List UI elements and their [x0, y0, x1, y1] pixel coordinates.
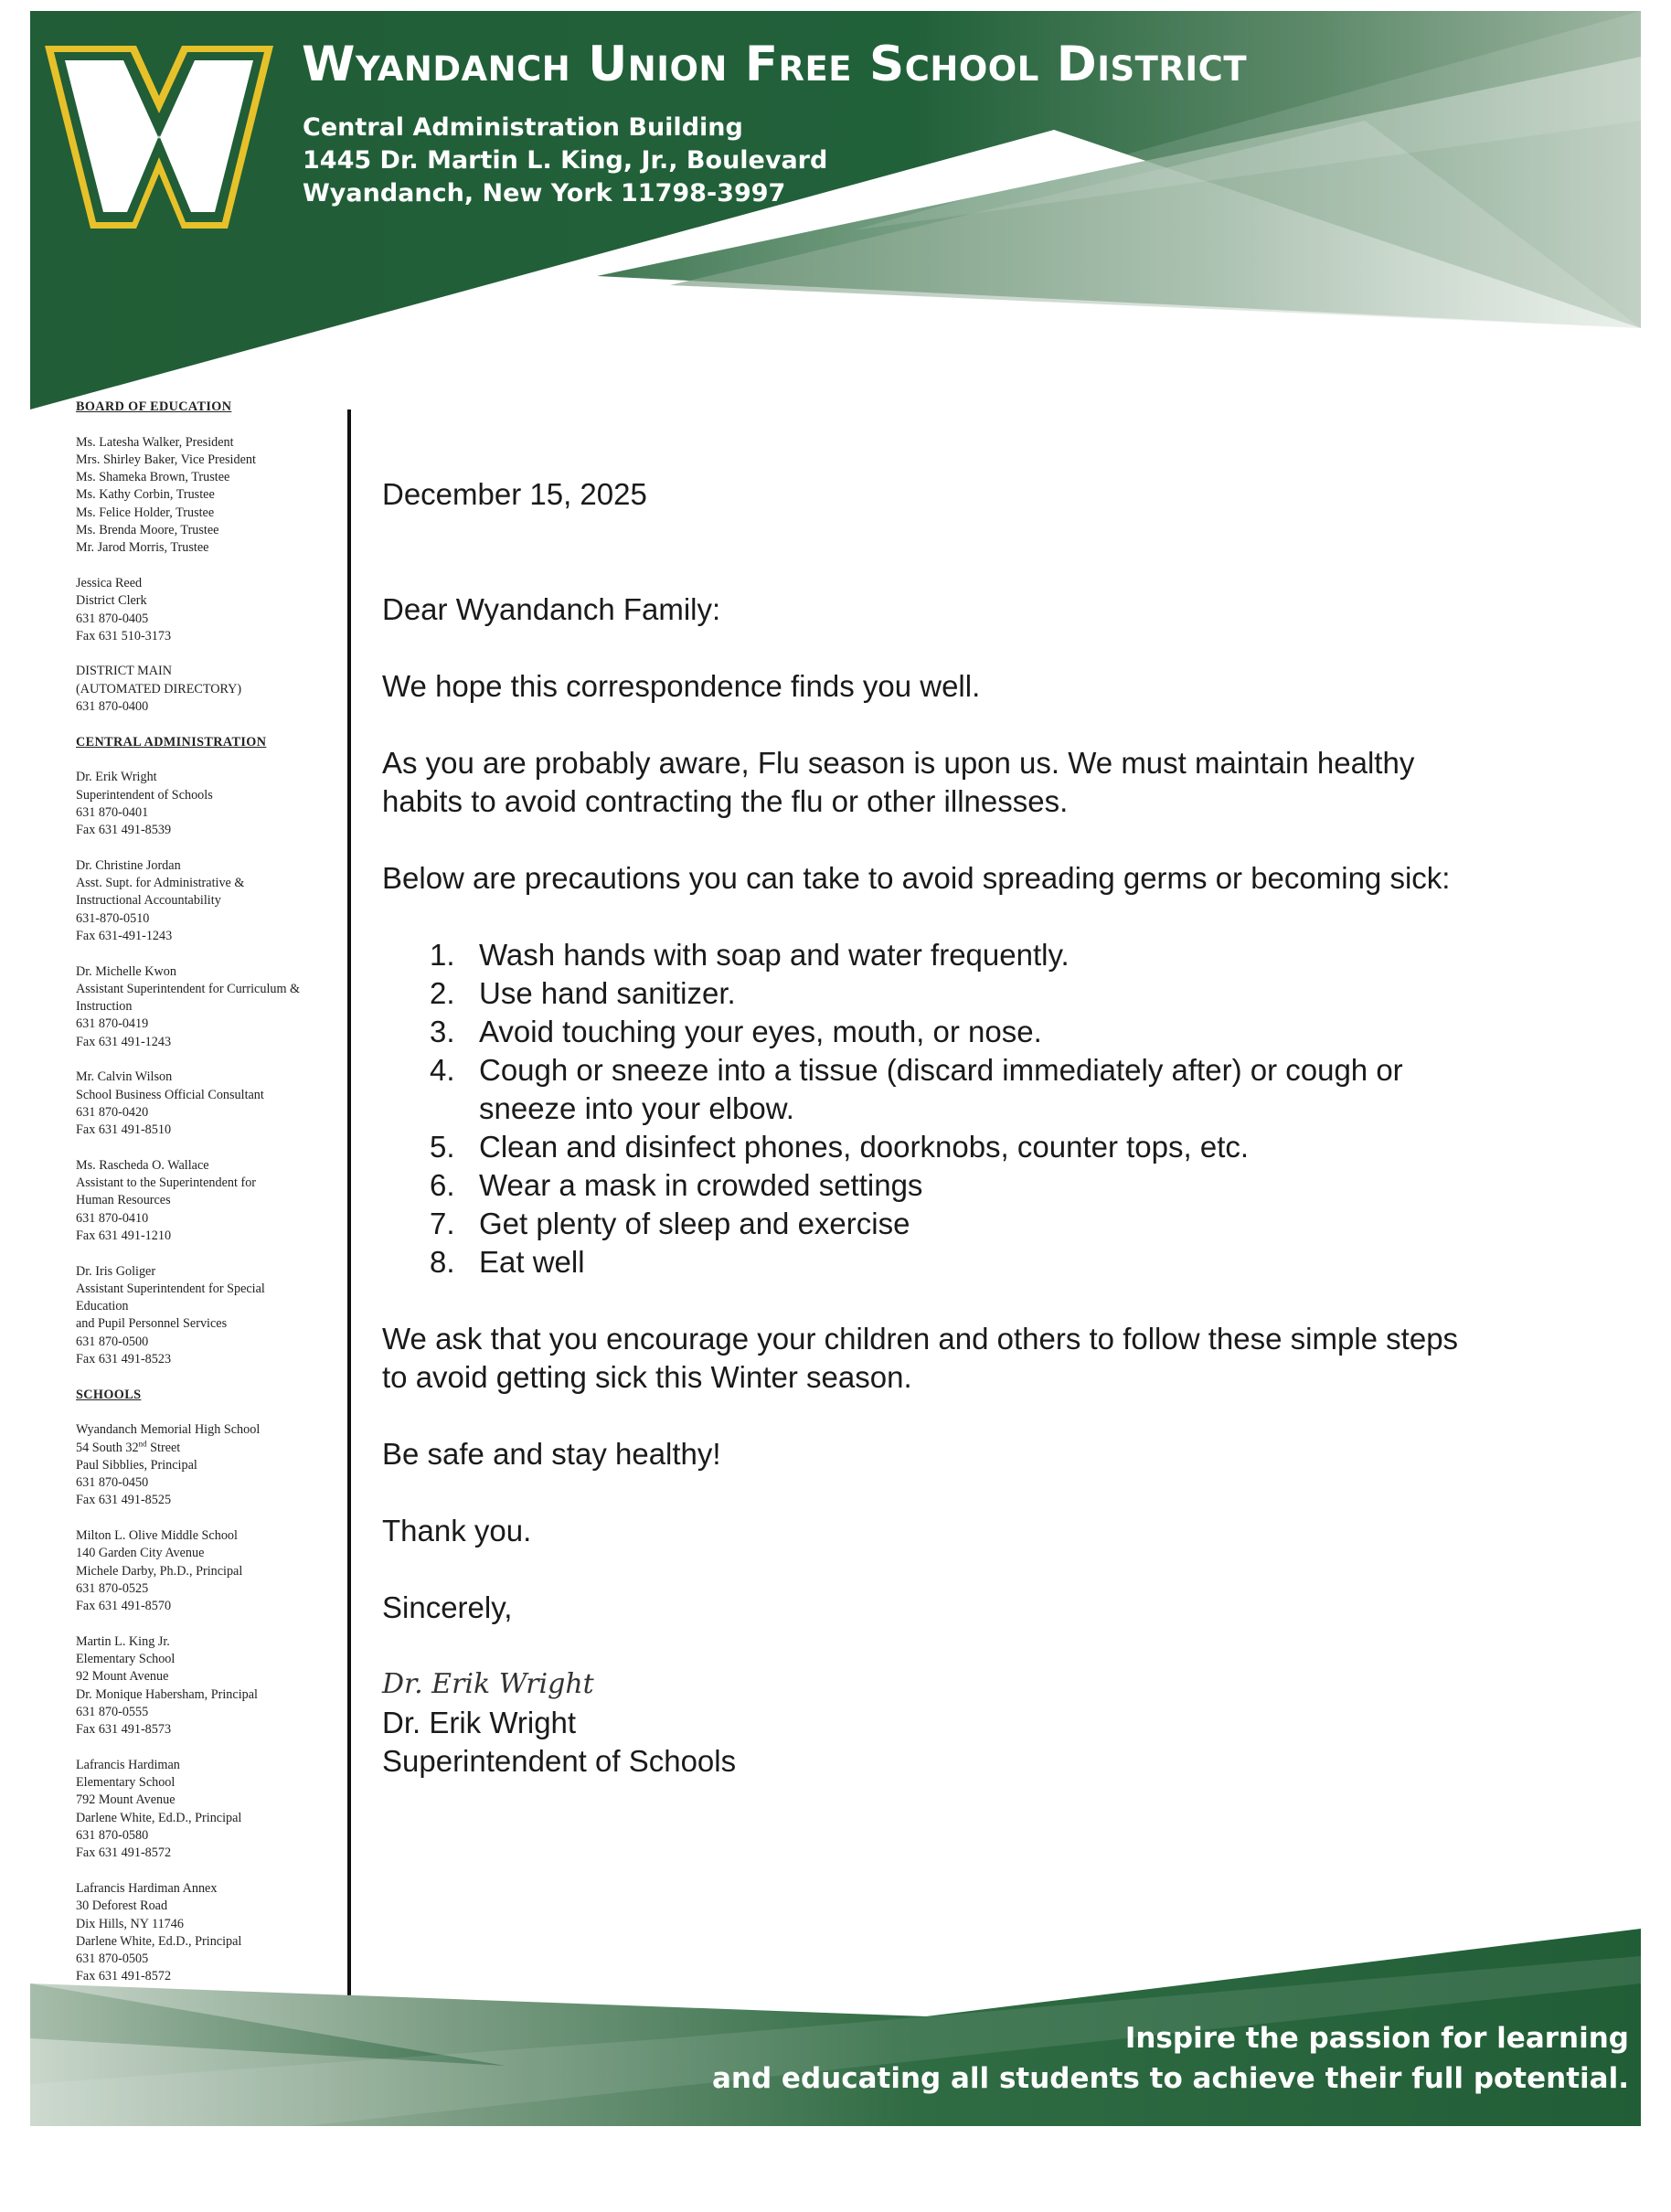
- admin-line: 631 870-0419: [76, 1016, 149, 1032]
- clerk-line: District Clerk: [76, 593, 147, 609]
- school-address: 54 South 32nd Street: [76, 1438, 181, 1455]
- admin-line: Ms. Rascheda O. Wallace: [76, 1157, 209, 1173]
- board-member: Ms. Shameka Brown, Trustee: [76, 470, 230, 485]
- schools-heading: SCHOOLS: [76, 1387, 142, 1402]
- district-w-logo: [45, 46, 273, 229]
- list-item: 7. Get plenty of sleep and exercise: [430, 1207, 910, 1240]
- admin-line: Assistant Superintendent for Curriculum &: [76, 981, 301, 996]
- school-line: Darlene White, Ed.D., Principal: [76, 1933, 242, 1949]
- board-member: Ms. Latesha Walker, President: [76, 434, 234, 450]
- clerk-line: 631 870-0405: [76, 611, 149, 626]
- district-main-line: DISTRICT MAIN: [76, 664, 172, 679]
- admin-line: 631 870-0500: [76, 1334, 149, 1349]
- board-member: Ms. Kathy Corbin, Trustee: [76, 487, 215, 503]
- sidebar-divider: [347, 409, 351, 2046]
- admin-line: Fax 631 491-8510: [76, 1122, 172, 1138]
- letter-body: [382, 475, 1598, 1781]
- signer-title: Superintendent of Schools: [382, 1744, 737, 1778]
- list-item: 3. Avoid touching your eyes, mouth, or nose.: [430, 1015, 1042, 1048]
- school-line: Dr. Monique Habersham, Principal: [76, 1686, 258, 1702]
- admin-line: Superintendent of Schools: [76, 787, 213, 803]
- district-main-line: 631 870-0400: [76, 699, 149, 715]
- paragraph: Below are precautions you can take to avoid spreading germs or becoming sick:: [382, 861, 1451, 895]
- admin-line: Fax 631 491-8539: [76, 823, 172, 838]
- district-main-line: (AUTOMATED DIRECTORY): [76, 681, 242, 697]
- school-line: Lafrancis Hardiman Annex: [76, 1880, 218, 1896]
- admin-line: Fax 631-491-1243: [76, 928, 173, 943]
- school-line: Elementary School: [76, 1652, 176, 1667]
- district-name: Wyandanch Union Free School District: [302, 37, 1248, 92]
- salutation: Dear Wyandanch Family:: [382, 592, 721, 626]
- admin-line: Fax 631 491-1243: [76, 1034, 172, 1049]
- address-line: 1445 Dr. Martin L. King, Jr., Boulevard: [303, 146, 828, 175]
- school-line: 631 870-0525: [76, 1580, 149, 1596]
- address-line: Wyandanch, New York 11798-3997: [303, 179, 786, 207]
- board-member: Ms. Felice Holder, Trustee: [76, 505, 215, 520]
- school-line: 92 Mount Avenue: [76, 1669, 169, 1685]
- signer-name: Dr. Erik Wright: [382, 1706, 577, 1739]
- admin-line: Instruction: [76, 999, 133, 1015]
- footer-tagline: and educating all students to achieve their full potential.: [711, 2062, 1629, 2095]
- paragraph: We hope this correspondence finds you well.: [382, 669, 981, 703]
- closing: Sincerely,: [382, 1590, 513, 1624]
- school-line: Lafrancis Hardiman: [76, 1757, 180, 1772]
- paragraph: We ask that you encourage your children and others to follow these simple steps: [382, 1322, 1459, 1356]
- school-line: 631 870-0580: [76, 1828, 149, 1844]
- admin-line: Instructional Accountability: [76, 893, 221, 909]
- school-line: 792 Mount Avenue: [76, 1792, 176, 1808]
- paragraph: habits to avoid contracting the flu or other illnesses.: [382, 784, 1069, 818]
- footer-tagline: Inspire the passion for learning: [1124, 2022, 1629, 2055]
- school-line: Dix Hills, NY 11746: [76, 1916, 184, 1931]
- list-item-continuation: sneeze into your elbow.: [479, 1091, 794, 1125]
- school-line: Wyandanch Memorial High School: [76, 1422, 261, 1438]
- paragraph: As you are probably aware, Flu season is upon us. We must maintain healthy: [382, 746, 1415, 780]
- school-line: Fax 631 491-8572: [76, 1969, 172, 1984]
- school-line: Milton L. Olive Middle School: [76, 1528, 238, 1543]
- sidebar-directory: [76, 399, 350, 2021]
- board-member: Mr. Jarod Morris, Trustee: [76, 540, 209, 556]
- board-of-education-heading: BOARD OF EDUCATION: [76, 399, 232, 414]
- list-item: 1. Wash hands with soap and water frequently.: [430, 938, 1070, 972]
- list-item: 6. Wear a mask in crowded settings: [430, 1168, 923, 1202]
- paragraph: Be safe and stay healthy!: [382, 1437, 721, 1471]
- clerk-line: Jessica Reed: [76, 575, 143, 590]
- admin-line: Mr. Calvin Wilson: [76, 1069, 173, 1085]
- admin-line: School Business Official Consultant: [76, 1087, 264, 1102]
- paragraph: to avoid getting sick this Winter season.: [382, 1360, 912, 1394]
- clerk-line: Fax 631 510-3173: [76, 628, 172, 643]
- board-member: Ms. Brenda Moore, Trustee: [76, 523, 219, 538]
- admin-line: Human Resources: [76, 1193, 171, 1208]
- admin-line: 631 870-0410: [76, 1210, 149, 1226]
- school-line: Paul Sibblies, Principal: [76, 1457, 197, 1473]
- school-line: Michele Darby, Ph.D., Principal: [76, 1563, 243, 1579]
- admin-line: 631-870-0510: [76, 910, 150, 926]
- thanks-line: Thank you.: [382, 1514, 532, 1547]
- school-line: 631 870-0505: [76, 1951, 149, 1967]
- admin-line: Assistant Superintendent for Special: [76, 1281, 265, 1296]
- central-administration-heading: CENTRAL ADMINISTRATION: [76, 734, 267, 750]
- admin-line: and Pupil Personnel Services: [76, 1316, 228, 1332]
- admin-line: Dr. Iris Goliger: [76, 1263, 156, 1279]
- admin-line: 631 870-0401: [76, 804, 149, 820]
- school-line: Darlene White, Ed.D., Principal: [76, 1810, 242, 1825]
- school-line: 631 870-0450: [76, 1475, 149, 1491]
- school-line: Martin L. King Jr.: [76, 1633, 170, 1649]
- letter-date: December 15, 2025: [382, 477, 647, 511]
- letterhead-footer: [30, 1929, 1641, 2126]
- board-member: Mrs. Shirley Baker, Vice President: [76, 452, 256, 467]
- handwritten-signature: Dr. Erik Wright: [382, 1668, 594, 1700]
- precautions-list: [382, 936, 1598, 1281]
- admin-line: Fax 631 491-8523: [76, 1352, 172, 1367]
- school-line: Fax 631 491-8570: [76, 1599, 172, 1614]
- list-item: 8. Eat well: [430, 1245, 585, 1279]
- school-line: Elementary School: [76, 1775, 176, 1791]
- school-line: 30 Deforest Road: [76, 1898, 168, 1914]
- admin-line: Assistant to the Superintendent for: [76, 1175, 257, 1191]
- school-line: 140 Garden City Avenue: [76, 1546, 205, 1561]
- admin-line: 631 870-0420: [76, 1104, 149, 1120]
- school-line: 631 870-0555: [76, 1704, 149, 1719]
- letterhead-header: [30, 11, 1641, 409]
- list-item: 4. Cough or sneeze into a tissue (discard immediately after) or cough or: [430, 1053, 1403, 1087]
- address-line: Central Administration Building: [303, 113, 743, 142]
- list-item: 2. Use hand sanitizer.: [430, 976, 736, 1010]
- admin-line: Dr. Michelle Kwon: [76, 963, 176, 979]
- list-item: 5. Clean and disinfect phones, doorknobs, counter tops, etc.: [430, 1130, 1250, 1164]
- school-line: Fax 631 491-8572: [76, 1845, 172, 1861]
- admin-line: Asst. Supt. for Administrative &: [76, 876, 245, 891]
- admin-line: Fax 631 491-1210: [76, 1228, 172, 1243]
- admin-line: Dr. Erik Wright: [76, 770, 157, 785]
- school-line: Fax 631 491-8573: [76, 1722, 172, 1738]
- admin-line: Dr. Christine Jordan: [76, 857, 181, 873]
- school-line: Fax 631 491-8525: [76, 1493, 172, 1508]
- admin-line: Education: [76, 1299, 129, 1314]
